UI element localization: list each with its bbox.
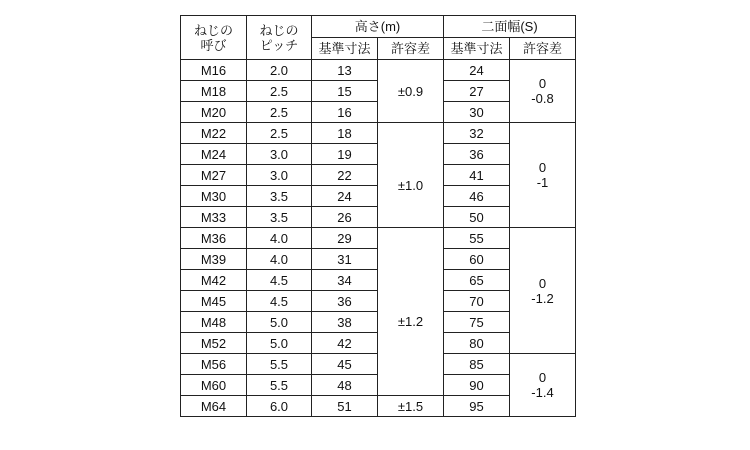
height-cell: 51	[312, 396, 378, 417]
width-cell: 70	[444, 291, 510, 312]
thread-pitch-header	[247, 16, 312, 60]
width-tolerance-lower: -0.8	[531, 91, 554, 106]
width-tolerance-lower: -1	[536, 175, 549, 190]
height-basic-header: 基準寸法	[312, 38, 378, 60]
thread-name-cell: M48	[181, 312, 247, 333]
height-tolerance-cell: ±1.0	[378, 144, 444, 228]
width-tolerance-upper: 0	[538, 160, 547, 175]
width-tolerance-upper: 0	[538, 76, 547, 91]
thread-name-cell: M27	[181, 165, 247, 186]
height-tolerance-cell: ±0.9	[378, 60, 444, 123]
thread-name-cell: M52	[181, 333, 247, 354]
height-cell: 38	[312, 312, 378, 333]
width-cell: 75	[444, 312, 510, 333]
height-tolerance-blank-cell	[378, 123, 444, 144]
width-cell: 65	[444, 270, 510, 291]
pitch-cell: 2.5	[247, 123, 312, 144]
pitch-cell: 4.0	[247, 249, 312, 270]
pitch-cell: 4.0	[247, 228, 312, 249]
thread-name-cell: M36	[181, 228, 247, 249]
pitch-cell: 4.5	[247, 291, 312, 312]
pitch-cell: 3.5	[247, 207, 312, 228]
height-cell: 19	[312, 144, 378, 165]
table-row	[181, 228, 576, 249]
thread-name-cell: M56	[181, 354, 247, 375]
thread-name-cell: M42	[181, 270, 247, 291]
thread-pitch-header-line2: ピッチ	[259, 37, 299, 53]
height-cell: 42	[312, 333, 378, 354]
height-cell: 48	[312, 375, 378, 396]
height-cell: 34	[312, 270, 378, 291]
pitch-cell: 6.0	[247, 396, 312, 417]
thread-name-cell: M45	[181, 291, 247, 312]
pitch-cell: 5.0	[247, 333, 312, 354]
height-tolerance-header: 許容差	[378, 38, 444, 60]
height-cell: 29	[312, 228, 378, 249]
table-row	[181, 60, 576, 81]
height-cell: 45	[312, 354, 378, 375]
height-cell: 26	[312, 207, 378, 228]
width-cell: 41	[444, 165, 510, 186]
width-tolerance-upper: 0	[538, 370, 547, 385]
table-row	[181, 123, 576, 144]
height-cell: 22	[312, 165, 378, 186]
width-across-flats-header: 二面幅(S)	[444, 16, 576, 38]
width-tolerance-header: 許容差	[510, 38, 576, 60]
width-tolerance-lower: -1.2	[531, 290, 554, 306]
width-cell: 50	[444, 207, 510, 228]
height-cell: 15	[312, 81, 378, 102]
pitch-cell: 5.5	[247, 375, 312, 396]
thread-pitch-header-line1: ねじの	[259, 22, 299, 38]
height-cell: 36	[312, 291, 378, 312]
nut-dimension-table	[180, 15, 576, 417]
height-tolerance-blank-cell	[378, 228, 444, 249]
width-cell: 80	[444, 333, 510, 354]
thread-name-cell: M64	[181, 396, 247, 417]
height-cell: 31	[312, 249, 378, 270]
width-cell: 32	[444, 123, 510, 144]
width-basic-header: 基準寸法	[444, 38, 510, 60]
thread-name-cell: M22	[181, 123, 247, 144]
height-tolerance-cell: ±1.5	[378, 396, 444, 417]
width-cell: 27	[444, 81, 510, 102]
width-cell: 30	[444, 102, 510, 123]
thread-name-cell: M18	[181, 81, 247, 102]
pitch-cell: 2.5	[247, 102, 312, 123]
height-header: 高さ(m)	[312, 16, 444, 38]
height-cell: 16	[312, 102, 378, 123]
thread-name-cell: M33	[181, 207, 247, 228]
height-cell: 24	[312, 186, 378, 207]
pitch-cell: 5.0	[247, 312, 312, 333]
height-cell: 18	[312, 123, 378, 144]
width-cell: 55	[444, 228, 510, 249]
pitch-cell: 4.5	[247, 270, 312, 291]
width-cell: 60	[444, 249, 510, 270]
pitch-cell: 3.0	[247, 144, 312, 165]
width-cell: 46	[444, 186, 510, 207]
pitch-cell: 2.5	[247, 81, 312, 102]
height-cell: 13	[312, 60, 378, 81]
pitch-cell: 3.5	[247, 186, 312, 207]
thread-name-cell: M60	[181, 375, 247, 396]
thread-name-header-line2: 呼び	[200, 37, 227, 53]
thread-name-cell: M20	[181, 102, 247, 123]
width-tolerance-cell	[510, 60, 576, 123]
height-tolerance-cell: ±1.2	[378, 249, 444, 396]
thread-name-cell: M16	[181, 60, 247, 81]
width-tolerance-lower: -1.4	[531, 385, 554, 400]
width-cell: 36	[444, 144, 510, 165]
width-tolerance-cell	[510, 123, 576, 228]
width-tolerance-upper: 0	[538, 275, 547, 291]
pitch-cell: 2.0	[247, 60, 312, 81]
thread-name-cell: M24	[181, 144, 247, 165]
thread-name-header	[181, 16, 247, 60]
thread-name-cell: M39	[181, 249, 247, 270]
width-cell: 85	[444, 354, 510, 375]
thread-name-cell: M30	[181, 186, 247, 207]
pitch-cell: 3.0	[247, 165, 312, 186]
width-cell: 24	[444, 60, 510, 81]
width-cell: 90	[444, 375, 510, 396]
width-tolerance-cell	[510, 354, 576, 417]
pitch-cell: 5.5	[247, 354, 312, 375]
width-tolerance-cell	[510, 228, 576, 354]
thread-name-header-line1: ねじの	[193, 22, 233, 38]
width-cell: 95	[444, 396, 510, 417]
